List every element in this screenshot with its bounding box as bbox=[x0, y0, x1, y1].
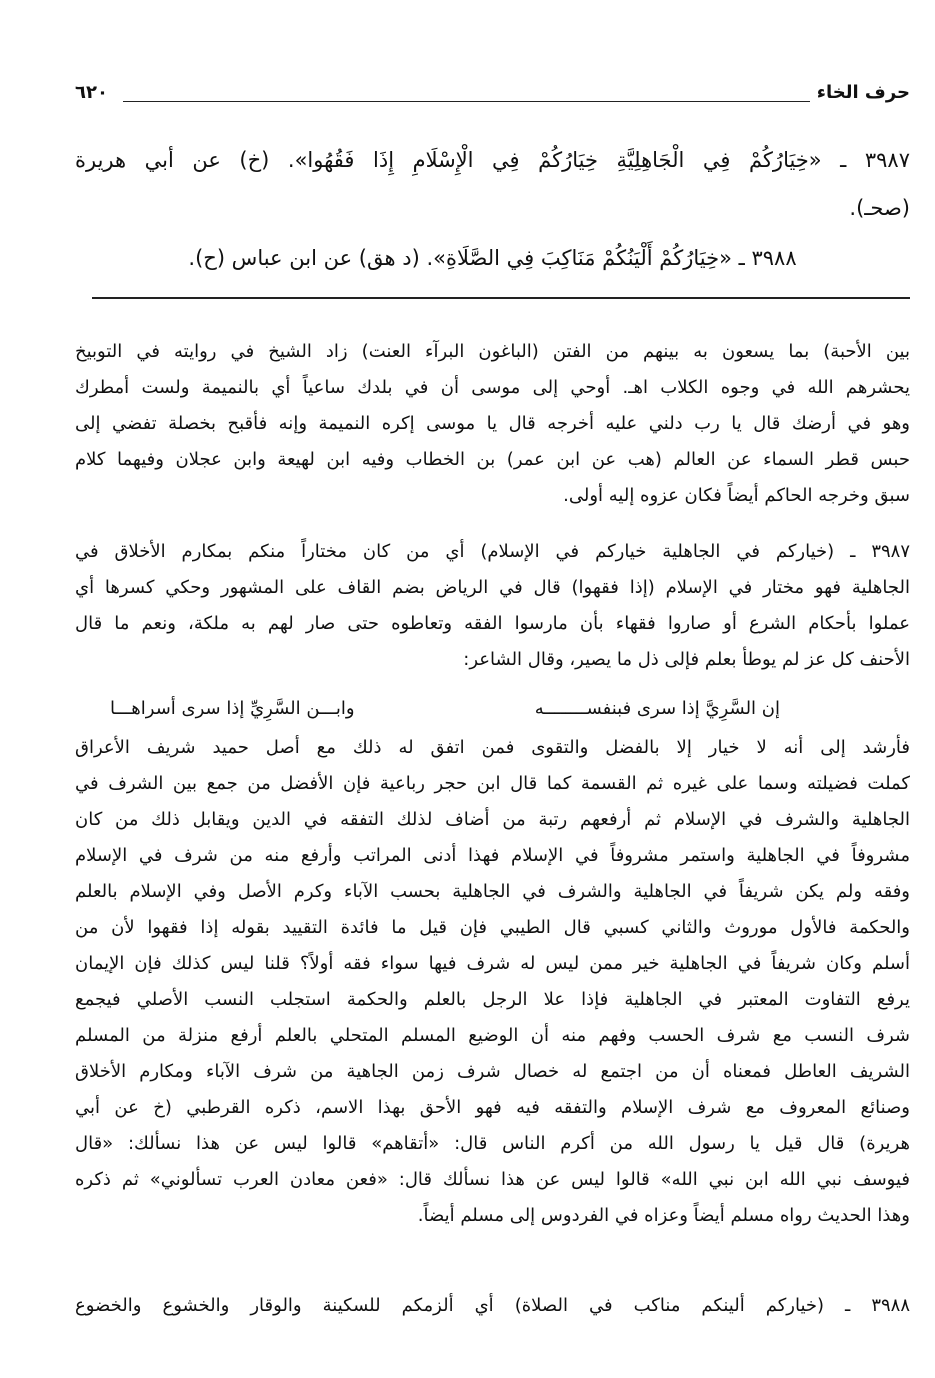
text-line: سبق وخرجه الحاكم أيضاً فكان عزوه إليه أولى. bbox=[563, 485, 910, 506]
text-line: الجاهلية فهو مختار في الإسلام (إذا فقهوا) قال في الرياض بضم القاف على المشهور وحكي كسرها أي bbox=[75, 577, 910, 598]
poem-first-hemistich: إن السَّرِيَّ إذا سرى فبنفســــــــه bbox=[534, 698, 780, 719]
text-line: بين الأحبة) بما يسعون به بينهم من الفتن (الباغون البرآء العنت) زاد الشيخ في روايته في التوبيخ bbox=[75, 341, 910, 362]
text-line: كملت فضيلته وسما على غيره ثم القسمة كما قال ابن حجر رباعية فإن الأفضل من جمع بين الشرف في bbox=[75, 773, 910, 794]
text-line: وصنائع المعروف مع شرف الإسلام والتفقه فيه فهو الأحق بهذا الاسم، ذكره القرطبي (خ عن أبي bbox=[75, 1097, 910, 1118]
text-line: وهو في أرضك قال يا رب دلني عليه أخرجه قال يا موسى إكره النميمة وإنه فأقبح بخصلة تفضي إلى bbox=[75, 413, 910, 434]
text-line: فيوسف نبي الله ابن نبي الله» قالوا ليس عن هذا نسألك قال: «فعن معادن العرب تسألوني» ثم ذكره bbox=[75, 1169, 910, 1190]
text-line: الأحنف كل عز لم يوطأ بعلم فإلى ذل ما يصير، وقال الشاعر: bbox=[463, 649, 910, 670]
text-line: عملوا بأحكام الشرع أو صاروا فقهاء بأن مارسوا الفقه وتعاطوه حتى صار لهم به ملكة، ونعم ما قال bbox=[75, 613, 910, 634]
text-line: هريرة) قال قيل يا رسول الله من أكرم الناس قال: «أتقاهم» قالوا ليس عن هذا نسألك: «قال bbox=[75, 1133, 910, 1154]
footnote-separator bbox=[92, 297, 910, 299]
running-header bbox=[75, 82, 910, 112]
page-number: ٦٢٠ bbox=[75, 82, 108, 103]
chapter-title: حرف الخاء bbox=[816, 82, 910, 103]
text-line: أسلم وكان شريفاً في الجاهلية خير ممن ليس له شرف فيها سواء فقه أولاً؟ قلنا ليس كذلك فإن الإيمان bbox=[75, 953, 910, 974]
text-line: فأرشد إلى أنه لا خيار إلا بالفضل والتقوى فمن اتفق له ذلك مع أصل حميد شريف الأعراق bbox=[75, 737, 910, 758]
text-line: حبس قطر السماء عن العالم (هب عن ابن عمر) بن الخطاب وفيه ابن لهيعة وابن عجلان وفيهما كلام bbox=[75, 449, 910, 470]
hadith-3987-grade: (صحـ). bbox=[849, 196, 910, 220]
header-rule bbox=[123, 101, 810, 102]
text-line: وفقه ولم يكن شريفاً في الجاهلية والشرف في الجاهلية بحسب الآباء وكرم الأصل وفي الإسلام بالعلم bbox=[75, 881, 910, 902]
text-line: شرف النسب مع شرف الحسب وفهم منه أن الوضيع المسلم المتحلي بالعلم أرفع منزلة من المسلم bbox=[75, 1025, 910, 1046]
text-line: ٣٩٨٨ ـ (خياركم ألينكم مناكب في الصلاة) أي ألزمكم للسكينة والوقار والخشوع والخضوع bbox=[75, 1295, 910, 1316]
text-line: الشريف العاطل فمعناه أن من اجتمع له خصال شرف زمن الجاهية من شرف الآباء ومكارم الأخلاق bbox=[75, 1061, 910, 1082]
text-line: يرفع التفاوت المعتبر في الجاهلية فإذا علا الرجل بالعلم والحكمة استجلب النسب الأصلي فيجمع bbox=[75, 989, 910, 1010]
text-line: الجاهلية والشرف في الإسلام ثم أرفعهم رتبة من أضاف لذلك التفقه في الدين ويقابل ذلك من كان bbox=[75, 809, 910, 830]
poem-second-hemistich: وابـــن السَّرِيِّ إذا سرى أسراهـــا bbox=[110, 698, 355, 719]
text-line: ٣٩٨٧ ـ (خياركم في الجاهلية خياركم في الإسلام) أي من كان مختاراً منكم بمكارم الأخلاق في bbox=[75, 541, 910, 562]
hadith-3988-line: ٣٩٨٨ ـ «خِيَارُكُمْ أَلْيَنُكُمْ مَنَاكِبَ فِي الصَّلَاةِ». (د هق) عن ابن عباس (ح). bbox=[188, 246, 797, 270]
text-line: والحكمة فالأول موروث والثاني كسبي قال الطيبي فإن قيل ما فائدة التقييد بقوله إذا فقهوا لأن من bbox=[75, 917, 910, 938]
text-line: وهذا الحديث رواه مسلم أيضاً وعزاه في الفردوس إلى مسلم أيضاً. bbox=[417, 1205, 910, 1226]
text-line: يحشرهم الله في وجوه الكلاب اهـ. أوحي إلى موسى أن في بلدك ساعياً أي بالنميمة ولست أمطرك bbox=[75, 377, 910, 398]
text-line: مشروفاً في الجاهلية واستمر مشروفاً في الإسلام فهذا أدنى المراتب وأرفع منه من شرف في الإسلام bbox=[75, 845, 910, 866]
hadith-3987-line: ٣٩٨٧ ـ «خِيَارُكُمْ فِي الْجَاهِلِيَّةِ خِيَارُكُمْ فِي الْإِسْلَامِ إِذَا فَقُهُوا». (خ) عن أبي هريرة bbox=[75, 148, 910, 172]
